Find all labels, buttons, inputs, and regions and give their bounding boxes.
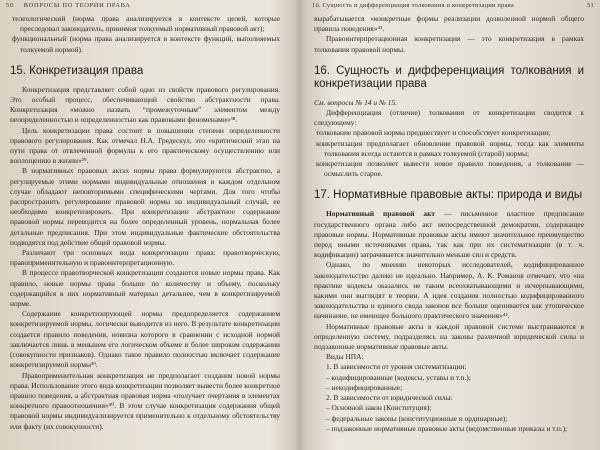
list-item: – подзаконные нормативные правовые акты (ведомственные приказы и т.п.); <box>326 423 568 433</box>
list-item: – федеральные законы (конституционные и ординарные); <box>326 413 508 423</box>
list-item: 1. В зависимости от уровня систематизации: <box>326 362 467 372</box>
section-heading-16: 16. Сущность и дифференциация толкования и конкретизации права <box>314 64 584 90</box>
right-running-title: 16. Сущность и дифференциация толкования и конкретизации права <box>312 2 514 9</box>
right-running-head <box>312 2 594 9</box>
paragraph: В процессе правотворческой конкретизации создаются новые нормы права. Как правило, новые нормы права больше по количеству и объему, поскольку содержащийся в них нормативный материал детальнее, чем в конкретизируемой норме. <box>10 268 280 309</box>
list-item: – Основной закон (Конституция); <box>326 403 432 413</box>
list-item: конкретизация позволяет вывести новое правило поведения, а толкование — осмыслить старое. <box>316 159 584 179</box>
paragraph: Однако, по мнению некоторых исследователей, кодифицированное законодательство далеко не идеально. Например, А. К. Романов отмечает, что «на практике кодексы оказались не таким всеохватывающими и исчерпывающими, какими они выглядят в теории. А идея создания полностью кодифицированного законодательства и единого свода законов все больше оценивается как утопическое начинание, не имеющее большого практического значения»⁴². <box>314 260 584 321</box>
cross-reference: См. вопросы № 14 и № 15. <box>314 97 398 107</box>
section-heading-17: 17. Нормативные правовые акты: природа и виды <box>314 189 583 202</box>
definition-paragraph <box>314 209 584 260</box>
right-page <box>302 0 600 450</box>
paragraph: Правоприменительная конкретизация не предполагает создания новой нормы права. Использование этого вида конкретизации позволяет вывести более конкретное правило поведения, а абстрактная правовая норма «получает очертания в элементах конкретного правоотношения»⁴⁰. В этом случае конкретизация содержания общей правовой нормы индивидуализируется применительно к отдельному обстоятельству или факту (их совокупности). <box>10 370 280 431</box>
paragraph: Различают три основных вида конкретизации права: правотворческую, правоприменительную и правоинтерпретационную. <box>10 248 280 268</box>
paragraph: Правоинтерпретационная конкретизация — это конкретизация в рамках толкования правовой нормы. <box>314 34 584 54</box>
list-item: 2. В зависимости от юридической силы: <box>326 393 453 403</box>
paragraph: Дифференциация (отличие) толкования от конкретизации сводится к следующему: <box>314 108 584 128</box>
paragraph: Конкретизация представляет собой одно из свойств правового регулирования. Это особый процесс, обеспечивающий свойство абстрактности права. Конкретизация «можно назвать “промежуточным” элементом между неопределенностью и определенностью как правовыми феноменами»³⁸. <box>10 84 280 125</box>
section-heading-15: 15. Конкретизация права <box>10 64 144 77</box>
kinds-title: Виды НПА: <box>326 352 364 362</box>
right-page-content <box>314 14 584 434</box>
intro-bullet: функциональный (норма права анализируется в контексте функций, выполняемых толкуемой нормой). <box>12 34 280 54</box>
left-page-number: 50 <box>6 2 14 9</box>
paragraph: Нормативные правовые акты в каждой правовой системе выстраиваются в определенную систему, подразделясь на законы различной юридической силы и подзаконные нормативные правовые акты. <box>314 321 584 352</box>
intro-bullet: телеологический (норма права анализируется в контексте целей, которые преследовал законодатель, принимая толкуемый нормативный правовой акт); <box>12 14 280 34</box>
list-item: толкование правовой нормы предшествует и способствует конкретизации; <box>316 128 551 138</box>
left-page <box>0 0 298 450</box>
paragraph: Цель конкретизации права состоит в повышении степени определенности правового регулирования. Как отмечал Н.А. Гредескул, это «критический этап на пути права от отвлеченной формулы к его практическому осуществлению или воплощению в жизни»³⁹. <box>10 125 280 166</box>
paragraph: вырабатывается «конкретные формы реализации дозволенной нормой общего правила поведения»⁴¹. <box>314 14 584 34</box>
list-item: конкретизация предполагает обновление правовой нормы, тогда как элементы толкования всегда остаются в рамках толкуемой (старой) нормы; <box>316 138 584 158</box>
left-running-title: ВОПРОСЫ ПО ТЕОРИИ ПРАВА <box>23 2 131 9</box>
right-page-number: 51 <box>587 2 594 9</box>
paragraph: Содержание конкретизирующей нормы предопределяется содержанием конкретизируемой нормы, логически выводится из него. В результате конкретизации создается правило поведения, новизна которого в сравнении с исходной нормой заключается лишь в меньшем его логическом объеме и более широком содержании (совокупности признаков). Однако такое правило полностью включает содержание конкретизируемой нормы³⁹. <box>10 309 280 370</box>
list-item: – кодифицированные (кодексы, уставы и т.п.); <box>326 372 471 382</box>
left-page-content <box>10 14 280 432</box>
left-running-head <box>6 2 292 9</box>
definition-text: — письменное властное предписание государственного органа либо акт непосредственной демократии, содержащее правовые нормы. Нормативные правовые акты имеют значительное преимущество перед иными источниками права, так как при их систематизации (в т. ч. кодификации) затрачивается значительно меньше сил и средств. <box>314 209 584 260</box>
defined-term: Нормативный правовой акт <box>326 209 436 219</box>
list-item: – некодифицированные; <box>326 382 403 392</box>
paragraph: В нормативных правовых актах нормы права формулируются абстрактно, а регулируемые этими нормами индивидуальные отношения в каждом отдельном случае обладают неповторимыми специфическими чертами. Для того чтобы распространить регулирование правовой нормы на индивидуальный случай, ее необходимо конкретизировать. При конкретизации абстрактное содержание правовой нормы переводится на более определенный уровень, нормальная более детальные предписания. При этом индивидуальные фактические обстоятельства подводятся под действие общей правовой нормы. <box>10 166 280 247</box>
